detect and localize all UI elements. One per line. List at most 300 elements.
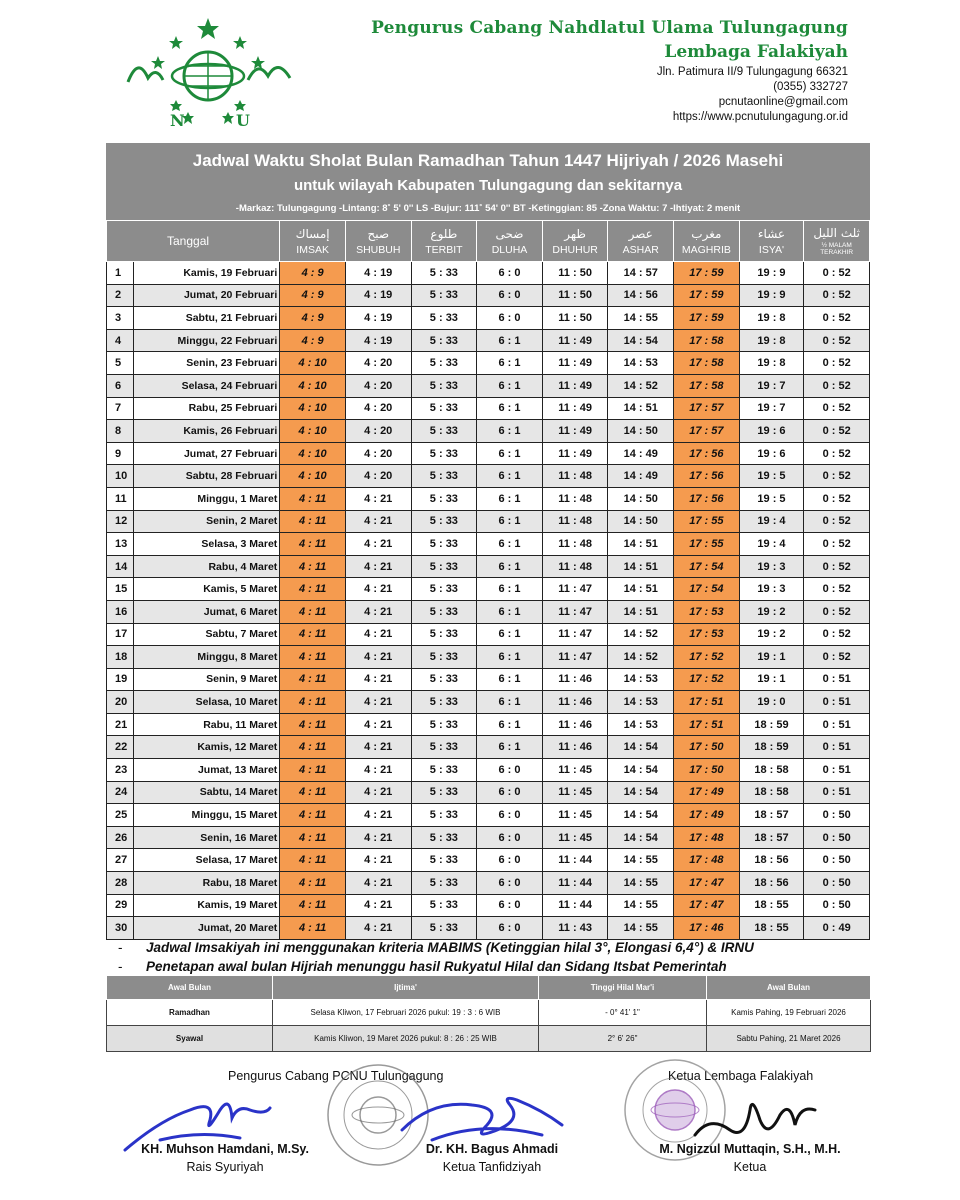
maghrib-time: 17 : 59 (674, 262, 740, 285)
ashar-time: 14 : 54 (608, 804, 674, 827)
ashar-time: 14 : 50 (608, 420, 674, 443)
signer-name-ketua-tanfidziyah: Dr. KH. Bagus Ahmadi (425, 1142, 559, 1156)
isya-time: 19 : 7 (739, 374, 804, 397)
dhuhur-time: 11 : 47 (542, 646, 608, 669)
ashar-time: 14 : 51 (608, 397, 674, 420)
table-row (107, 578, 870, 601)
awal-cell: Kamis Kliwon, 19 Maret 2026 pukul: 8 : 26 : 25 WIB (273, 1026, 539, 1052)
date: Selasa, 17 Maret (133, 849, 280, 872)
org-phone: (0355) 332727 (773, 81, 848, 93)
date: Rabu, 11 Maret (133, 713, 280, 736)
isya-time: 19 : 3 (739, 555, 804, 578)
date: Kamis, 5 Maret (133, 578, 280, 601)
terbit-time: 5 : 33 (411, 781, 477, 804)
table-row (107, 894, 870, 917)
terbit-time: 5 : 33 (411, 329, 477, 352)
isya-time: 19 : 7 (739, 397, 804, 420)
terbit-time: 5 : 33 (411, 736, 477, 759)
dluha-time: 6 : 1 (477, 578, 543, 601)
isya-time: 19 : 6 (739, 442, 804, 465)
ashar-time: 14 : 49 (608, 442, 674, 465)
table-row (107, 465, 870, 488)
date: Rabu, 4 Maret (133, 555, 280, 578)
malam-time: 0 : 51 (804, 713, 870, 736)
shubuh-time: 4 : 21 (345, 668, 411, 691)
imsak-time: 4 : 11 (280, 623, 346, 646)
org-header (371, 18, 848, 125)
col-header-shubuh: صبح SHUBUH (345, 221, 411, 262)
shubuh-time: 4 : 21 (345, 872, 411, 895)
terbit-time: 5 : 33 (411, 600, 477, 623)
date: Minggu, 22 Februari (133, 329, 280, 352)
ketua-lembaga-label: Ketua Lembaga Falakiyah (668, 1069, 814, 1083)
malam-time: 0 : 52 (804, 465, 870, 488)
maghrib-time: 17 : 55 (674, 533, 740, 556)
terbit-time: 5 : 33 (411, 442, 477, 465)
isya-time: 18 : 59 (739, 736, 804, 759)
malam-time: 0 : 50 (804, 804, 870, 827)
table-row (107, 262, 870, 285)
row-number: 4 (107, 329, 134, 352)
malam-time: 0 : 50 (804, 849, 870, 872)
terbit-time: 5 : 33 (411, 352, 477, 375)
shubuh-time: 4 : 20 (345, 397, 411, 420)
isya-time: 19 : 8 (739, 307, 804, 330)
terbit-time: 5 : 33 (411, 465, 477, 488)
ashar-time: 14 : 54 (608, 329, 674, 352)
ashar-time: 14 : 54 (608, 759, 674, 782)
row-number: 18 (107, 646, 134, 669)
ashar-time: 14 : 51 (608, 600, 674, 623)
imsak-time: 4 : 11 (280, 668, 346, 691)
date: Selasa, 24 Februari (133, 374, 280, 397)
malam-time: 0 : 52 (804, 397, 870, 420)
maghrib-time: 17 : 58 (674, 352, 740, 375)
shubuh-time: 4 : 21 (345, 826, 411, 849)
terbit-time: 5 : 33 (411, 759, 477, 782)
schedule-subtitle: untuk wilayah Kabupaten Tulungagung dan sekitarnya (293, 177, 683, 194)
nu-logo (118, 16, 298, 128)
awal-cell: - 0° 41' 1" (539, 1000, 707, 1026)
logo-letter-n: N (170, 111, 185, 128)
shubuh-time: 4 : 21 (345, 623, 411, 646)
table-row (107, 397, 870, 420)
col-header-dluha: ضحى DLUHA (477, 221, 543, 262)
dluha-time: 6 : 1 (477, 691, 543, 714)
signer-role-ketua: Ketua (733, 1160, 767, 1174)
table-row (107, 826, 870, 849)
shubuh-time: 4 : 19 (345, 329, 411, 352)
awal-header-cell: Awal Bulan (707, 976, 871, 1000)
malam-time: 0 : 52 (804, 262, 870, 285)
org-name: Pengurus Cabang Nahdlatul Ulama Tulungagung (371, 18, 848, 38)
table-row (107, 713, 870, 736)
isya-time: 19 : 8 (739, 352, 804, 375)
notes (118, 938, 754, 976)
dhuhur-time: 11 : 49 (542, 442, 608, 465)
date: Kamis, 26 Februari (133, 420, 280, 443)
dhuhur-time: 11 : 47 (542, 623, 608, 646)
org-division: Lembaga Falakiyah (664, 42, 848, 62)
date: Jumat, 20 Februari (133, 284, 280, 307)
isya-time: 19 : 1 (739, 668, 804, 691)
dhuhur-time: 11 : 44 (542, 894, 608, 917)
maghrib-time: 17 : 47 (674, 894, 740, 917)
malam-time: 0 : 52 (804, 352, 870, 375)
col-header-terbit: طلوع TERBIT (411, 221, 477, 262)
date: Minggu, 1 Maret (133, 487, 280, 510)
ashar-time: 14 : 54 (608, 826, 674, 849)
imsak-time: 4 : 11 (280, 578, 346, 601)
isya-time: 19 : 6 (739, 420, 804, 443)
signer-name-rais: KH. Muhson Hamdani, M.Sy. (141, 1142, 309, 1156)
dhuhur-time: 11 : 45 (542, 759, 608, 782)
isya-time: 18 : 58 (739, 759, 804, 782)
isya-time: 19 : 3 (739, 578, 804, 601)
shubuh-time: 4 : 20 (345, 465, 411, 488)
schedule-title: Jadwal Waktu Sholat Bulan Ramadhan Tahun 1447 Hijriyah / 2026 Masehi (192, 151, 784, 170)
awal-cell: Ramadhan (107, 1000, 273, 1026)
signer-role-ketua-tanfidziyah: Ketua Tanfidziyah (442, 1160, 542, 1174)
row-number: 29 (107, 894, 134, 917)
date: Jumat, 20 Maret (133, 917, 280, 940)
date: Selasa, 10 Maret (133, 691, 280, 714)
row-number: 11 (107, 487, 134, 510)
col-header-maghrib: مغرب MAGHRIB (674, 221, 740, 262)
dhuhur-time: 11 : 50 (542, 284, 608, 307)
ashar-time: 14 : 55 (608, 307, 674, 330)
date: Rabu, 25 Februari (133, 397, 280, 420)
ashar-time: 14 : 51 (608, 555, 674, 578)
row-number: 27 (107, 849, 134, 872)
dluha-time: 6 : 1 (477, 600, 543, 623)
signer-role-rais: Rais Syuriyah (186, 1160, 264, 1174)
date: Kamis, 19 Februari (133, 262, 280, 285)
imsak-time: 4 : 11 (280, 894, 346, 917)
terbit-time: 5 : 33 (411, 623, 477, 646)
imsak-time: 4 : 11 (280, 826, 346, 849)
table-row (107, 804, 870, 827)
col-header-isya: عشاء ISYA' (739, 221, 804, 262)
imsak-time: 4 : 11 (280, 781, 346, 804)
maghrib-time: 17 : 50 (674, 736, 740, 759)
table-row (107, 352, 870, 375)
maghrib-time: 17 : 48 (674, 826, 740, 849)
shubuh-time: 4 : 19 (345, 284, 411, 307)
dhuhur-time: 11 : 49 (542, 329, 608, 352)
isya-time: 19 : 9 (739, 262, 804, 285)
terbit-time: 5 : 33 (411, 691, 477, 714)
imsak-time: 4 : 11 (280, 691, 346, 714)
maghrib-time: 17 : 59 (674, 284, 740, 307)
dluha-time: 6 : 0 (477, 872, 543, 895)
dhuhur-time: 11 : 50 (542, 307, 608, 330)
dluha-time: 6 : 0 (477, 894, 543, 917)
isya-time: 19 : 1 (739, 646, 804, 669)
dluha-time: 6 : 1 (477, 465, 543, 488)
col-header-tanggal: Tanggal (107, 221, 280, 262)
dhuhur-time: 11 : 49 (542, 374, 608, 397)
dhuhur-time: 11 : 47 (542, 578, 608, 601)
table-row (107, 284, 870, 307)
shubuh-time: 4 : 21 (345, 781, 411, 804)
isya-time: 19 : 5 (739, 465, 804, 488)
row-number: 23 (107, 759, 134, 782)
dhuhur-time: 11 : 45 (542, 804, 608, 827)
terbit-time: 5 : 33 (411, 284, 477, 307)
ashar-time: 14 : 53 (608, 713, 674, 736)
dluha-time: 6 : 0 (477, 284, 543, 307)
date: Sabtu, 21 Februari (133, 307, 280, 330)
malam-time: 0 : 52 (804, 329, 870, 352)
table-row (107, 917, 870, 940)
date: Kamis, 19 Maret (133, 894, 280, 917)
note-item: - Penetapan awal bulan Hijriah menunggu hasil Rukyatul Hilal dan Sidang Itsbat Pemerintah (118, 959, 727, 974)
ashar-time: 14 : 51 (608, 578, 674, 601)
isya-time: 19 : 4 (739, 510, 804, 533)
dluha-time: 6 : 0 (477, 917, 543, 940)
shubuh-time: 4 : 20 (345, 352, 411, 375)
shubuh-time: 4 : 21 (345, 894, 411, 917)
ashar-time: 14 : 50 (608, 487, 674, 510)
malam-time: 0 : 52 (804, 555, 870, 578)
imsak-time: 4 : 9 (280, 329, 346, 352)
ashar-time: 14 : 49 (608, 465, 674, 488)
terbit-time: 5 : 33 (411, 849, 477, 872)
malam-time: 0 : 51 (804, 736, 870, 759)
table-row (107, 510, 870, 533)
maghrib-time: 17 : 54 (674, 578, 740, 601)
maghrib-time: 17 : 46 (674, 917, 740, 940)
imsak-time: 4 : 11 (280, 713, 346, 736)
isya-time: 19 : 0 (739, 691, 804, 714)
maghrib-time: 17 : 53 (674, 600, 740, 623)
imsak-time: 4 : 11 (280, 646, 346, 669)
row-number: 16 (107, 600, 134, 623)
row-number: 15 (107, 578, 134, 601)
malam-time: 0 : 51 (804, 759, 870, 782)
isya-time: 19 : 2 (739, 623, 804, 646)
imsak-time: 4 : 11 (280, 487, 346, 510)
dhuhur-time: 11 : 49 (542, 420, 608, 443)
imsak-time: 4 : 10 (280, 465, 346, 488)
date: Sabtu, 14 Maret (133, 781, 280, 804)
dhuhur-time: 11 : 46 (542, 668, 608, 691)
row-number: 12 (107, 510, 134, 533)
imsak-time: 4 : 10 (280, 352, 346, 375)
isya-time: 18 : 56 (739, 872, 804, 895)
malam-time: 0 : 50 (804, 872, 870, 895)
dluha-time: 6 : 1 (477, 397, 543, 420)
dluha-time: 6 : 1 (477, 555, 543, 578)
malam-time: 0 : 52 (804, 374, 870, 397)
imsak-time: 4 : 10 (280, 397, 346, 420)
terbit-time: 5 : 33 (411, 374, 477, 397)
location-parameters: -Markaz: Tulungagung -Lintang: 8˚ 5' 0'' LS -Bujur: 111˚ 54' 0'' BT -Ketinggian: 85 -Zona Waktu: 7 -Ihtiyat: 2 menit (235, 203, 741, 214)
maghrib-time: 17 : 47 (674, 872, 740, 895)
dhuhur-time: 11 : 48 (542, 487, 608, 510)
terbit-time: 5 : 33 (411, 307, 477, 330)
terbit-time: 5 : 33 (411, 826, 477, 849)
table-row (107, 600, 870, 623)
maghrib-time: 17 : 51 (674, 691, 740, 714)
dluha-time: 6 : 0 (477, 759, 543, 782)
date: Rabu, 18 Maret (133, 872, 280, 895)
shubuh-time: 4 : 21 (345, 849, 411, 872)
table-row (107, 555, 870, 578)
imsak-time: 4 : 10 (280, 420, 346, 443)
awal-header-cell: Ijtima' (273, 976, 539, 1000)
maghrib-time: 17 : 50 (674, 759, 740, 782)
maghrib-time: 17 : 56 (674, 465, 740, 488)
row-number: 26 (107, 826, 134, 849)
terbit-time: 5 : 33 (411, 555, 477, 578)
row-number: 6 (107, 374, 134, 397)
awal-cell: 2° 6' 26" (539, 1026, 707, 1052)
awal-cell: Selasa Kliwon, 17 Februari 2026 pukul: 19 : 3 : 6 WIB (273, 1000, 539, 1026)
table-row (107, 533, 870, 556)
dluha-time: 6 : 0 (477, 262, 543, 285)
schedule-title-box (106, 143, 870, 221)
shubuh-time: 4 : 19 (345, 307, 411, 330)
col-header-malam: ثلث الليل ½ MALAM TERAKHIR (804, 221, 870, 262)
maghrib-time: 17 : 58 (674, 374, 740, 397)
maghrib-time: 17 : 55 (674, 510, 740, 533)
shubuh-time: 4 : 21 (345, 555, 411, 578)
maghrib-time: 17 : 57 (674, 397, 740, 420)
imsak-time: 4 : 9 (280, 284, 346, 307)
imsak-time: 4 : 9 (280, 307, 346, 330)
imsak-time: 4 : 11 (280, 759, 346, 782)
prayer-schedule-table (106, 220, 870, 940)
shubuh-time: 4 : 21 (345, 759, 411, 782)
row-number: 28 (107, 872, 134, 895)
dhuhur-time: 11 : 43 (542, 917, 608, 940)
ashar-time: 14 : 57 (608, 262, 674, 285)
row-number: 3 (107, 307, 134, 330)
malam-time: 0 : 52 (804, 510, 870, 533)
dluha-time: 6 : 0 (477, 849, 543, 872)
isya-time: 18 : 56 (739, 849, 804, 872)
imsak-time: 4 : 11 (280, 917, 346, 940)
row-number: 14 (107, 555, 134, 578)
dluha-time: 6 : 1 (477, 623, 543, 646)
dluha-time: 6 : 1 (477, 736, 543, 759)
table-row (107, 487, 870, 510)
malam-time: 0 : 52 (804, 646, 870, 669)
maghrib-time: 17 : 58 (674, 329, 740, 352)
terbit-time: 5 : 33 (411, 646, 477, 669)
shubuh-time: 4 : 20 (345, 420, 411, 443)
shubuh-time: 4 : 21 (345, 646, 411, 669)
row-number: 22 (107, 736, 134, 759)
date: Jumat, 27 Februari (133, 442, 280, 465)
date: Sabtu, 7 Maret (133, 623, 280, 646)
malam-time: 0 : 52 (804, 600, 870, 623)
row-number: 9 (107, 442, 134, 465)
imsak-time: 4 : 11 (280, 736, 346, 759)
shubuh-time: 4 : 20 (345, 374, 411, 397)
ashar-time: 14 : 54 (608, 781, 674, 804)
shubuh-time: 4 : 21 (345, 533, 411, 556)
terbit-time: 5 : 33 (411, 917, 477, 940)
date: Kamis, 12 Maret (133, 736, 280, 759)
table-row (107, 623, 870, 646)
awal-cell: Sabtu Pahing, 21 Maret 2026 (707, 1026, 871, 1052)
row-number: 7 (107, 397, 134, 420)
dluha-time: 6 : 0 (477, 307, 543, 330)
shubuh-time: 4 : 21 (345, 736, 411, 759)
shubuh-time: 4 : 21 (345, 600, 411, 623)
dluha-time: 6 : 1 (477, 442, 543, 465)
awal-header-cell: Tinggi Hilal Mar'i (539, 976, 707, 1000)
date: Sabtu, 28 Februari (133, 465, 280, 488)
org-address: Jln. Patimura II/9 Tulungagung 66321 (656, 66, 848, 78)
dluha-time: 6 : 1 (477, 487, 543, 510)
isya-time: 19 : 4 (739, 533, 804, 556)
imsak-time: 4 : 11 (280, 600, 346, 623)
date: Senin, 2 Maret (133, 510, 280, 533)
imsak-time: 4 : 11 (280, 872, 346, 895)
table-row (107, 374, 870, 397)
col-header-ashar: عصر ASHAR (608, 221, 674, 262)
table-row (107, 849, 870, 872)
terbit-time: 5 : 33 (411, 713, 477, 736)
row-number: 19 (107, 668, 134, 691)
isya-time: 18 : 55 (739, 894, 804, 917)
dhuhur-time: 11 : 50 (542, 262, 608, 285)
dhuhur-time: 11 : 44 (542, 872, 608, 895)
terbit-time: 5 : 33 (411, 533, 477, 556)
dhuhur-time: 11 : 49 (542, 397, 608, 420)
table-header-row (107, 221, 870, 262)
dluha-time: 6 : 1 (477, 533, 543, 556)
shubuh-time: 4 : 21 (345, 691, 411, 714)
row-number: 13 (107, 533, 134, 556)
ashar-time: 14 : 55 (608, 894, 674, 917)
terbit-time: 5 : 33 (411, 262, 477, 285)
maghrib-time: 17 : 56 (674, 442, 740, 465)
awal-row-ramadhan (107, 1000, 871, 1026)
dhuhur-time: 11 : 48 (542, 510, 608, 533)
shubuh-time: 4 : 21 (345, 804, 411, 827)
signer-name-ketua: M. Ngizzul Muttaqin, S.H., M.H. (659, 1142, 841, 1156)
dluha-time: 6 : 1 (477, 374, 543, 397)
ashar-time: 14 : 54 (608, 736, 674, 759)
logo-letter-u: U (236, 111, 250, 128)
dluha-time: 6 : 1 (477, 713, 543, 736)
isya-time: 18 : 55 (739, 917, 804, 940)
dluha-time: 6 : 1 (477, 420, 543, 443)
date: Minggu, 8 Maret (133, 646, 280, 669)
table-row (107, 420, 870, 443)
malam-time: 0 : 52 (804, 442, 870, 465)
terbit-time: 5 : 33 (411, 872, 477, 895)
pengurus-label: Pengurus Cabang PCNU Tulungagung (228, 1069, 444, 1083)
awal-header-row (107, 976, 871, 1000)
imsak-time: 4 : 10 (280, 442, 346, 465)
maghrib-time: 17 : 52 (674, 646, 740, 669)
malam-time: 0 : 52 (804, 487, 870, 510)
shubuh-time: 4 : 20 (345, 442, 411, 465)
dhuhur-time: 11 : 44 (542, 849, 608, 872)
ashar-time: 14 : 53 (608, 352, 674, 375)
col-header-dhuhur: ظهر DHUHUR (542, 221, 608, 262)
maghrib-time: 17 : 54 (674, 555, 740, 578)
org-website: https://www.pcnutulungagung.or.id (672, 111, 848, 123)
org-email: pcnutaonline@gmail.com (718, 96, 848, 108)
malam-time: 0 : 52 (804, 284, 870, 307)
